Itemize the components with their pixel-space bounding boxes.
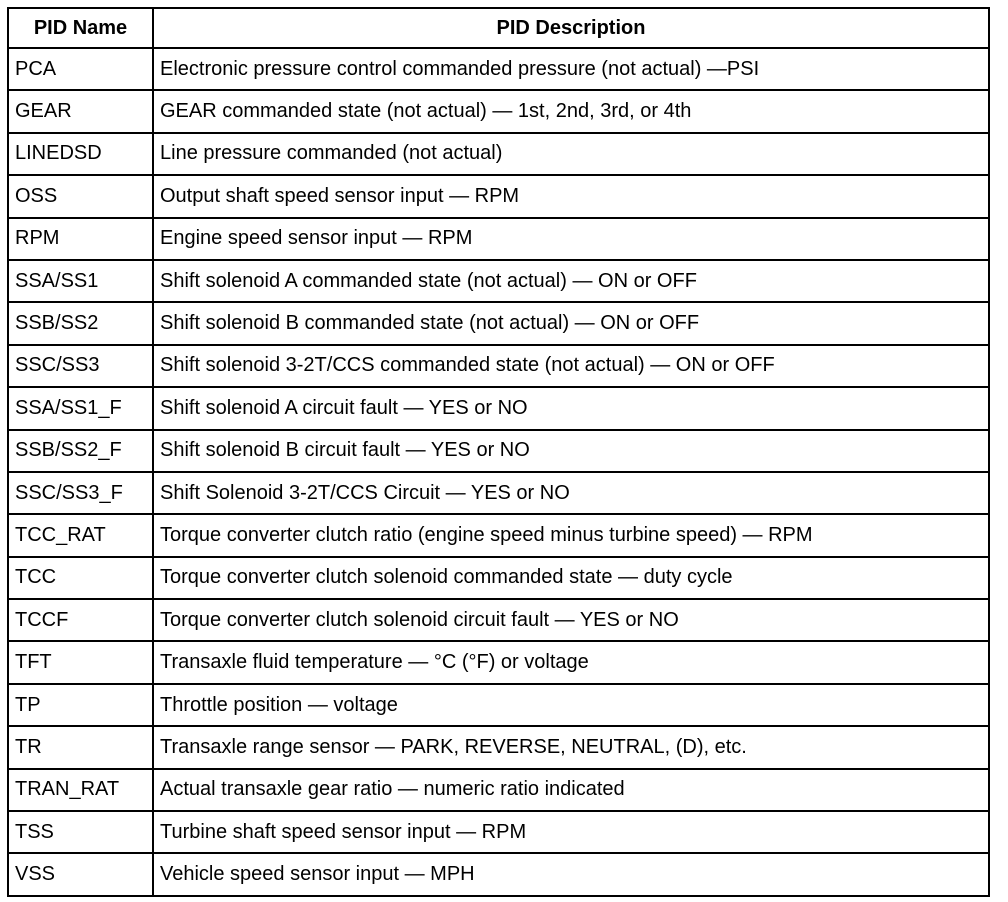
pid-description-cell: Torque converter clutch ratio (engine speed minus turbine speed) — RPM: [153, 514, 989, 556]
table-row: [8, 430, 989, 472]
pid-name-cell: RPM: [8, 218, 153, 260]
pid-name-cell: SSB/SS2_F: [8, 430, 153, 472]
table-row: [8, 599, 989, 641]
table-row: [8, 302, 989, 344]
table-row: [8, 684, 989, 726]
pid-name-cell: SSC/SS3: [8, 345, 153, 387]
table-row: [8, 514, 989, 556]
table-row: [8, 218, 989, 260]
pid-description-cell: Shift solenoid 3-2T/CCS commanded state (not actual) — ON or OFF: [153, 345, 989, 387]
pid-description-cell: Shift solenoid A commanded state (not actual) — ON or OFF: [153, 260, 989, 302]
pid-name-cell: PCA: [8, 48, 153, 90]
table-row: [8, 133, 989, 175]
table-row: [8, 853, 989, 896]
table-row: [8, 726, 989, 768]
table-header: [8, 8, 989, 48]
pid-table-container: [7, 7, 988, 897]
pid-description-cell: Line pressure commanded (not actual): [153, 133, 989, 175]
pid-name-cell: GEAR: [8, 90, 153, 132]
column-header-pid-description: PID Description: [153, 8, 989, 48]
pid-description-cell: Transaxle range sensor — PARK, REVERSE, NEUTRAL, (D), etc.: [153, 726, 989, 768]
pid-name-cell: VSS: [8, 853, 153, 896]
pid-name-cell: SSC/SS3_F: [8, 472, 153, 514]
pid-description-cell: Shift Solenoid 3-2T/CCS Circuit — YES or NO: [153, 472, 989, 514]
table-row: [8, 90, 989, 132]
pid-description-cell: Output shaft speed sensor input — RPM: [153, 175, 989, 217]
pid-name-cell: TR: [8, 726, 153, 768]
pid-description-cell: GEAR commanded state (not actual) — 1st, 2nd, 3rd, or 4th: [153, 90, 989, 132]
table-row: [8, 260, 989, 302]
pid-name-cell: TRAN_RAT: [8, 769, 153, 811]
pid-description-cell: Actual transaxle gear ratio — numeric ratio indicated: [153, 769, 989, 811]
pid-name-cell: LINEDSD: [8, 133, 153, 175]
pid-name-cell: TCC: [8, 557, 153, 599]
table-row: [8, 557, 989, 599]
pid-table: [7, 7, 990, 897]
table-row: [8, 345, 989, 387]
pid-name-cell: OSS: [8, 175, 153, 217]
pid-name-cell: TCC_RAT: [8, 514, 153, 556]
table-header-row: [8, 8, 989, 48]
pid-description-cell: Electronic pressure control commanded pressure (not actual) —PSI: [153, 48, 989, 90]
pid-name-cell: TSS: [8, 811, 153, 853]
table-row: [8, 769, 989, 811]
pid-description-cell: Torque converter clutch solenoid commanded state — duty cycle: [153, 557, 989, 599]
pid-name-cell: SSA/SS1_F: [8, 387, 153, 429]
table-row: [8, 175, 989, 217]
pid-description-cell: Torque converter clutch solenoid circuit fault — YES or NO: [153, 599, 989, 641]
pid-name-cell: TCCF: [8, 599, 153, 641]
table-row: [8, 472, 989, 514]
pid-description-cell: Shift solenoid A circuit fault — YES or NO: [153, 387, 989, 429]
pid-description-cell: Transaxle fluid temperature — °C (°F) or voltage: [153, 641, 989, 683]
column-header-pid-name: PID Name: [8, 8, 153, 48]
pid-description-cell: Turbine shaft speed sensor input — RPM: [153, 811, 989, 853]
table-row: [8, 641, 989, 683]
table-row: [8, 811, 989, 853]
pid-name-cell: TFT: [8, 641, 153, 683]
pid-description-cell: Shift solenoid B circuit fault — YES or NO: [153, 430, 989, 472]
table-body: [8, 48, 989, 896]
pid-description-cell: Engine speed sensor input — RPM: [153, 218, 989, 260]
pid-description-cell: Shift solenoid B commanded state (not actual) — ON or OFF: [153, 302, 989, 344]
pid-name-cell: SSA/SS1: [8, 260, 153, 302]
pid-name-cell: SSB/SS2: [8, 302, 153, 344]
table-row: [8, 48, 989, 90]
pid-description-cell: Throttle position — voltage: [153, 684, 989, 726]
table-row: [8, 387, 989, 429]
pid-description-cell: Vehicle speed sensor input — MPH: [153, 853, 989, 896]
pid-name-cell: TP: [8, 684, 153, 726]
